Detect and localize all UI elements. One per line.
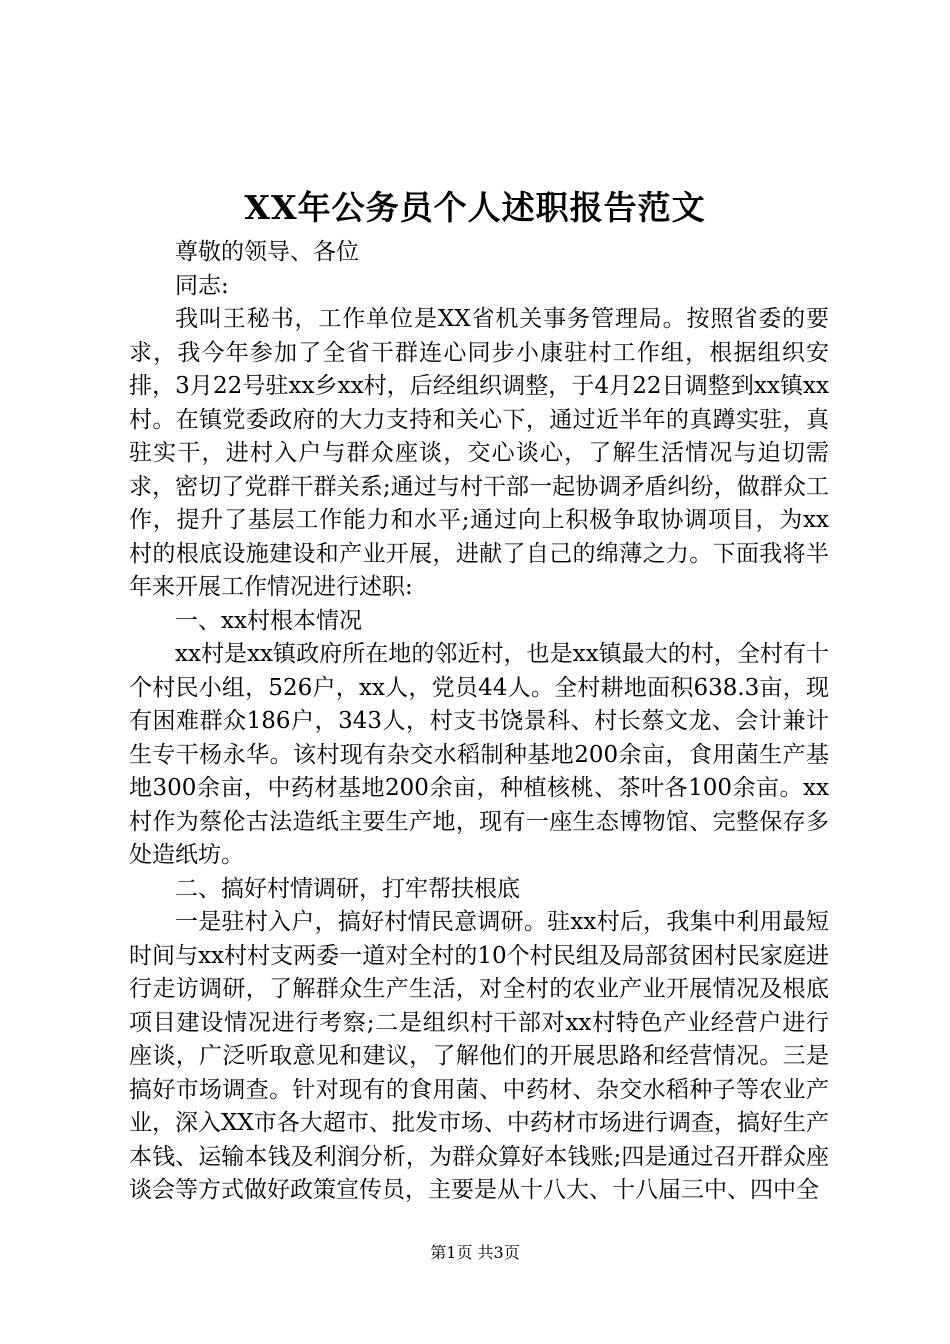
page-footer: 第1页 共3页	[430, 1243, 520, 1262]
document-title: XX年公务员个人述职报告范文	[244, 188, 706, 227]
paragraph-intro: 我叫王秘书，工作单位是XX省机关事务管理局。按照省委的要求，我今年参加了全省干群连心同步小康驻村工作组，根据组织安排，3月22号驻xx乡xx村，后经组织调整，于4月22日调整到xx镇xx村。在镇党委政府的大力支持和关心下，通过近半年的真蹲实驻，真驻实干，进村入户与群众座谈，交心谈心，了解生活情况与迫切需求，密切了党群干群关系;通过与村干部一起协调矛盾纠纷，做群众工作，提升了基层工作能力和水平;通过向上积极争取协调项目，为xx村的根底设施建设和产业开展，进献了自己的绵薄之力。下面我将半年来开展工作情况进行述职:	[129, 306, 829, 600]
section-heading-2: 二、搞好村情调研，打牢帮扶根底	[175, 875, 520, 902]
paragraph-village-overview: xx村是xx镇政府所在地的邻近村，也是xx镇最大的村，全村有十个村民小组，526户，xx人，党员44人。全村耕地面积638.3亩，现有困难群众186户，343人，村支书饶景科、村长蔡文龙、会计兼计生专干杨永华。该村现有杂交水稻制种基地200余亩，食用菌生产基地300余亩，中药材基地200余亩，种植核桃、茶叶各100余亩。xx村作为蔡伦古法造纸主要生产地，现有一座生态博物馆、完整保存多处造纸坊。	[129, 641, 829, 868]
section-heading-1: 一、xx村根本情况	[175, 607, 362, 634]
paragraph-research: 一是驻村入户，搞好村情民意调研。驻xx村后，我集中利用最短时间与xx村村支两委一道对全村的10个村民组及局部贫困村民家庭进行走访调研，了解群众生产生活，对全村的农业产业开展情况及根底项目建设情况进行考察;二是组织村干部对xx村特色产业经营户进行座谈，广泛听取意见和建议，了解他们的开展思路和经营情况。三是搞好市场调查。针对现有的食用菌、中药材、杂交水稻种子等农业产业，深入XX市各大超市、批发市场、中药材市场进行调查，搞好生产本钱、运输本钱及利润分析，为群众算好本钱账;四是通过召开群众座谈会等方式做好政策宣传员，主要是从十八大、十八届三中、四中全	[129, 909, 829, 1203]
salutation-line-2: 同志:	[175, 272, 229, 299]
salutation-line-1: 尊敬的领导、各位	[175, 239, 359, 265]
document-body	[129, 236, 829, 1208]
